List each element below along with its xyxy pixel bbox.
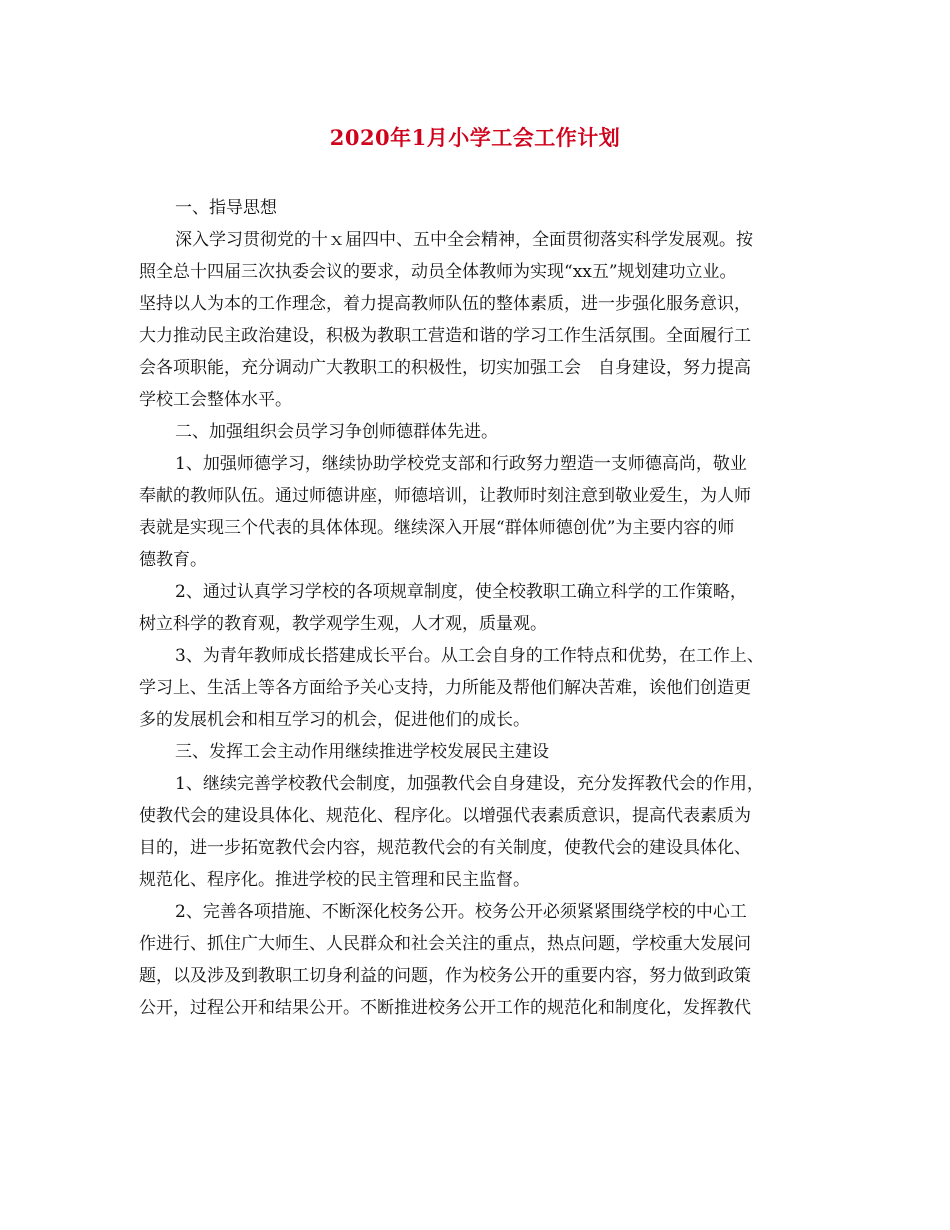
text-line: 1、继续完善学校教代会制度，加强教代会自身建设，充分发挥教代会的作用， xyxy=(175,774,764,794)
text-line: 2、完善各项措施、不断深化校务公开。校务公开必须紧紧围绕学校的中心工 xyxy=(175,902,747,922)
text-line: 大力推动民主政治建设，积极为教职工营造和谐的学习工作生活氛围。全面履行工 xyxy=(139,326,751,346)
text-line: 使教代会的建设具体化、规范化、程序化。以增强代表素质意识，提高代表素质为 xyxy=(139,806,751,826)
text-line: 奉献的教师队伍。通过师德讲座，师德培训，让教师时刻注意到敬业爱生，为人师 xyxy=(139,486,751,506)
text-line: 二、加强组织会员学习争创师德群体先进。 xyxy=(175,422,498,442)
document-body xyxy=(139,192,829,1024)
text-line: 一、指导思想 xyxy=(175,198,277,218)
text-line: 作进行、抓住广大师生、人民群众和社会关注的重点，热点问题，学校重大发展问 xyxy=(139,934,751,954)
text-line: 公开，过程公开和结果公开。不断推进校务公开工作的规范化和制度化，发挥教代 xyxy=(139,998,751,1018)
document-title: 2020年1月小学工会工作计划 xyxy=(329,125,621,150)
text-line: 规范化、程序化。推进学校的民主管理和民主监督。 xyxy=(139,870,530,890)
text-line: 树立科学的教育观，教学观学生观，人才观，质量观。 xyxy=(139,614,547,634)
text-line: 深入学习贯彻党的十ｘ届四中、五中全会精神，全面贯彻落实科学发展观。按 xyxy=(175,230,753,250)
text-line: 多的发展机会和相互学习的机会，促进他们的成长。 xyxy=(139,710,530,730)
text-line: 3、为青年教师成长搭建成长平台。从工会自身的工作特点和优势，在工作上、 xyxy=(175,646,764,666)
text-line: 1、加强师德学习，继续协助学校党支部和行政努力塑造一支师德高尚，敬业 xyxy=(175,454,747,474)
text-line: 题，以及涉及到教职工切身利益的问题，作为校务公开的重要内容，努力做到政策 xyxy=(139,966,751,986)
text-line: 表就是实现三个代表的具体体现。继续深入开展“群体师德创优”为主要内容的师 xyxy=(139,518,735,538)
text-line: 学习上、生活上等各方面给予关心支持，力所能及帮他们解决苦难，诶他们创造更 xyxy=(139,678,751,698)
text-line: 学校工会整体水平。 xyxy=(139,390,292,410)
text-line: 2、通过认真学习学校的各项规章制度，使全校教职工确立科学的工作策略， xyxy=(175,582,747,602)
text-line: 德教育。 xyxy=(139,550,207,570)
text-line: 目的，进一步拓宽教代会内容，规范教代会的有关制度，使教代会的建设具体化、 xyxy=(139,838,751,858)
text-line: 照全总十四届三次执委会议的要求，动员全体教师为实现“xx五”规划建功立业。 xyxy=(139,262,737,282)
text-line: 坚持以人为本的工作理念，着力提高教师队伍的整体素质，进一步强化服务意识， xyxy=(139,294,751,314)
text-line: 会各项职能，充分调动广大教职工的积极性，切实加强工会 自身建设，努力提高 xyxy=(139,358,751,378)
text-line: 三、发挥工会主动作用继续推进学校发展民主建设 xyxy=(175,742,549,762)
